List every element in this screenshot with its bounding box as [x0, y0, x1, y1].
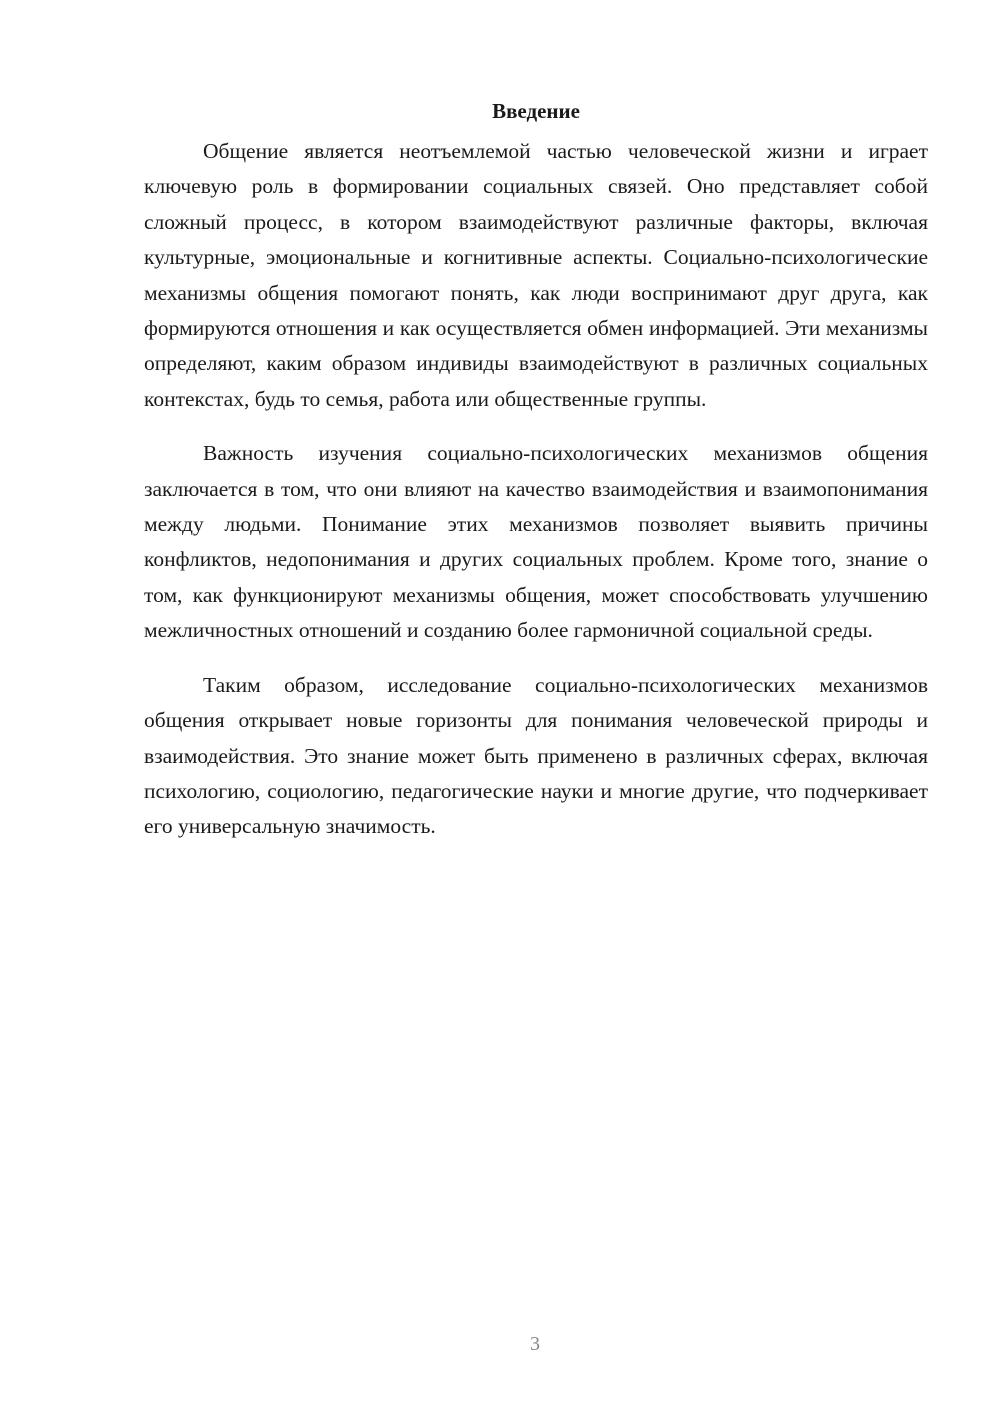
- page-number: 3: [530, 1333, 540, 1355]
- page-content: [144, 94, 928, 864]
- paragraph-1: Общение является неотъемлемой частью человеческой жизни и играет ключевую роль в формировании социальных связей. Оно представляет собой сложный процесс, в котором взаимодействуют различные факторы, включая культурные, эмоциональные и когнитивные аспекты. Социально-психологические механизмы общения помогают понять, как люди воспринимают друг друга, как формируются отношения и как осуществляется обмен информацией. Эти механизмы определяют, каким образом индивиды взаимодействуют в различных социальных контекстах, будь то семья, работа или общественные группы.: [144, 139, 928, 411]
- section-title: Введение: [492, 99, 580, 123]
- paragraph-2: Важность изучения социально-психологических механизмов общения заключается в том, что они влияют на качество взаимодействия и взаимопонимания между людьми. Понимание этих механизмов позволяет выявить причины конфликтов, недопонимания и других социальных проблем. Кроме того, знание о том, как функционируют механизмы общения, может способствовать улучшению межличностных отношений и созданию более гармоничной социальной среды.: [144, 441, 928, 643]
- paragraph-3: Таким образом, исследование социально-психологических механизмов общения открывает новые горизонты для понимания человеческой природы и взаимодействия. Это знание может быть применено в различных сферах, включая психологию, социологию, педагогические науки и многие другие, что подчеркивает его универсальную значимость.: [144, 672, 928, 839]
